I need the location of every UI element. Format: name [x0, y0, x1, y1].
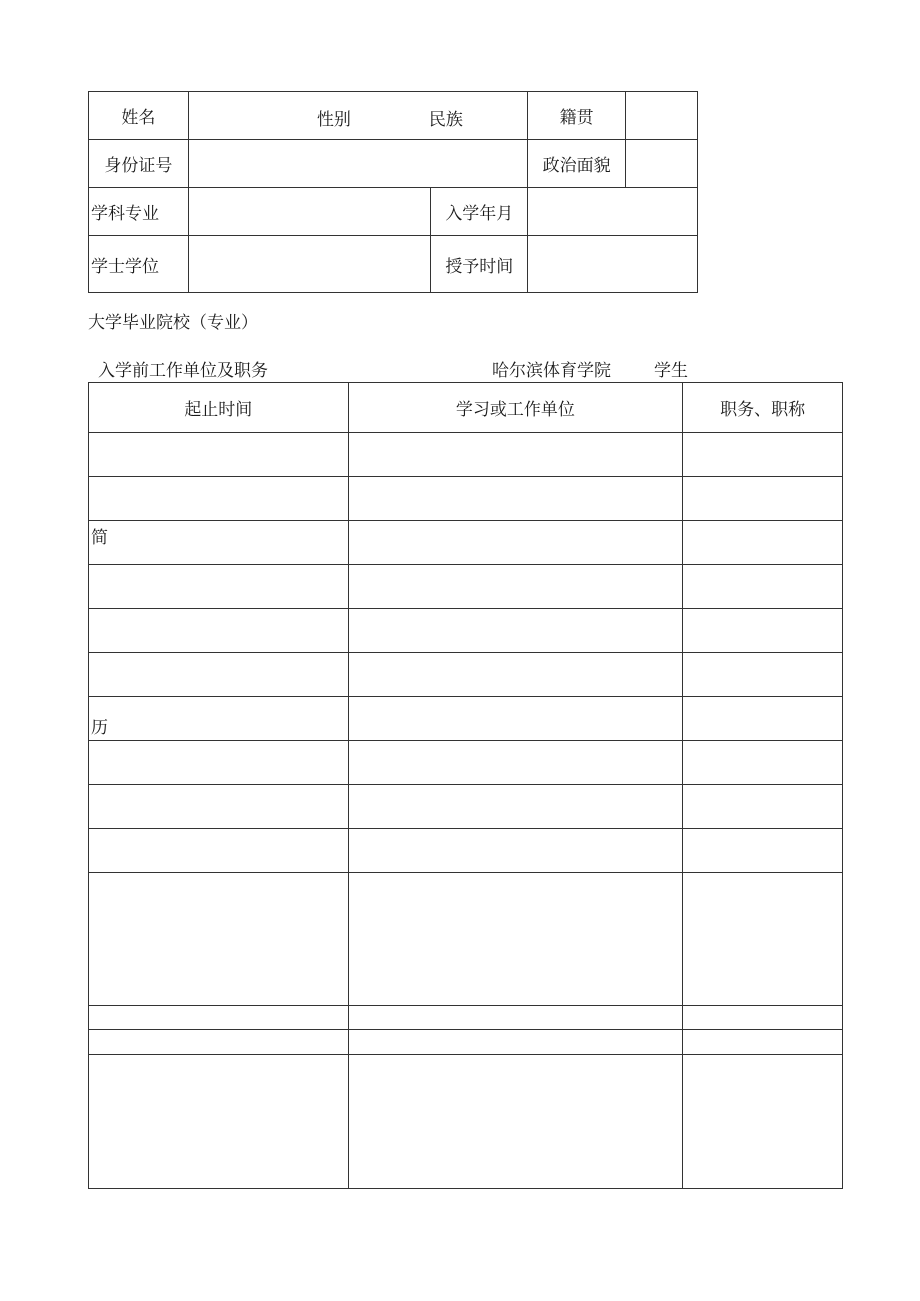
resume-side-label-2: 历 — [91, 718, 108, 738]
grant-date-label: 授予时间 — [431, 236, 528, 293]
period-cell[interactable] — [89, 741, 349, 785]
position-cell[interactable] — [683, 785, 843, 829]
unit-cell[interactable] — [348, 521, 683, 565]
table-row — [89, 653, 843, 697]
resume-table — [88, 382, 843, 1189]
political-status-label: 政治面貌 — [528, 140, 626, 188]
position-cell[interactable] — [683, 1006, 843, 1030]
enrollment-date-value[interactable] — [528, 188, 698, 236]
table-row — [89, 433, 843, 477]
table-row — [89, 477, 843, 521]
unit-cell[interactable] — [348, 477, 683, 521]
id-number-label: 身份证号 — [89, 140, 189, 188]
position-cell[interactable] — [683, 1055, 843, 1189]
period-cell[interactable] — [89, 653, 349, 697]
table-row — [89, 565, 843, 609]
major-label: 学科专业 — [89, 188, 189, 236]
pre-enrollment-position: 学生 — [654, 361, 688, 381]
position-cell[interactable] — [683, 697, 843, 741]
major-value[interactable] — [188, 188, 431, 236]
period-cell[interactable] — [89, 1055, 349, 1189]
table-row — [89, 697, 843, 741]
unit-cell[interactable] — [348, 433, 683, 477]
pre-enrollment-label: 入学前工作单位及职务 — [98, 361, 268, 381]
native-place-value[interactable] — [626, 92, 698, 140]
graduation-school-label: 大学毕业院校（专业） — [88, 313, 258, 333]
resume-side-label-1: 简 — [91, 528, 108, 548]
position-cell[interactable] — [683, 741, 843, 785]
table-row — [89, 873, 843, 1006]
position-cell[interactable] — [683, 521, 843, 565]
pre-enrollment-unit: 哈尔滨体育学院 — [492, 361, 611, 381]
position-cell[interactable] — [683, 477, 843, 521]
position-cell[interactable] — [683, 873, 843, 1006]
header-unit: 学习或工作单位 — [348, 383, 683, 433]
grant-date-value[interactable] — [528, 236, 698, 293]
position-cell[interactable] — [683, 829, 843, 873]
political-status-value[interactable] — [626, 140, 698, 188]
position-cell[interactable] — [683, 609, 843, 653]
unit-cell[interactable] — [348, 653, 683, 697]
gender-label: 性别 — [316, 110, 351, 130]
degree-label: 学士学位 — [89, 236, 189, 293]
unit-cell[interactable] — [348, 741, 683, 785]
table-row — [89, 609, 843, 653]
position-cell[interactable] — [683, 1030, 843, 1055]
personal-info-table — [88, 91, 698, 293]
table-row — [89, 741, 843, 785]
unit-cell[interactable] — [348, 1030, 683, 1055]
header-period: 起止时间 — [89, 383, 349, 433]
position-cell[interactable] — [683, 653, 843, 697]
period-cell[interactable] — [89, 785, 349, 829]
position-cell[interactable] — [683, 433, 843, 477]
period-cell[interactable] — [89, 1030, 349, 1055]
header-position: 职务、职称 — [683, 383, 843, 433]
native-place-label: 籍贯 — [528, 92, 626, 140]
unit-cell[interactable] — [348, 697, 683, 741]
period-cell[interactable] — [89, 829, 349, 873]
period-cell[interactable] — [89, 433, 349, 477]
table-row — [89, 829, 843, 873]
degree-value[interactable] — [188, 236, 431, 293]
table-row — [89, 1006, 843, 1030]
name-label: 姓名 — [89, 92, 189, 140]
table-row — [89, 1055, 843, 1189]
enrollment-date-label: 入学年月 — [431, 188, 528, 236]
gender-ethnicity-cell[interactable] — [188, 92, 527, 140]
id-number-value[interactable] — [188, 140, 527, 188]
period-cell[interactable] — [89, 873, 349, 1006]
period-cell[interactable] — [89, 609, 349, 653]
period-cell[interactable] — [89, 521, 349, 565]
period-cell[interactable] — [89, 477, 349, 521]
ethnicity-label: 民族 — [428, 110, 463, 130]
table-row — [89, 1030, 843, 1055]
unit-cell[interactable] — [348, 873, 683, 1006]
table-row — [89, 521, 843, 565]
unit-cell[interactable] — [348, 1006, 683, 1030]
period-cell[interactable] — [89, 565, 349, 609]
unit-cell[interactable] — [348, 829, 683, 873]
unit-cell[interactable] — [348, 609, 683, 653]
unit-cell[interactable] — [348, 785, 683, 829]
period-cell[interactable] — [89, 697, 349, 741]
position-cell[interactable] — [683, 565, 843, 609]
unit-cell[interactable] — [348, 565, 683, 609]
period-cell[interactable] — [89, 1006, 349, 1030]
unit-cell[interactable] — [348, 1055, 683, 1189]
table-row — [89, 785, 843, 829]
